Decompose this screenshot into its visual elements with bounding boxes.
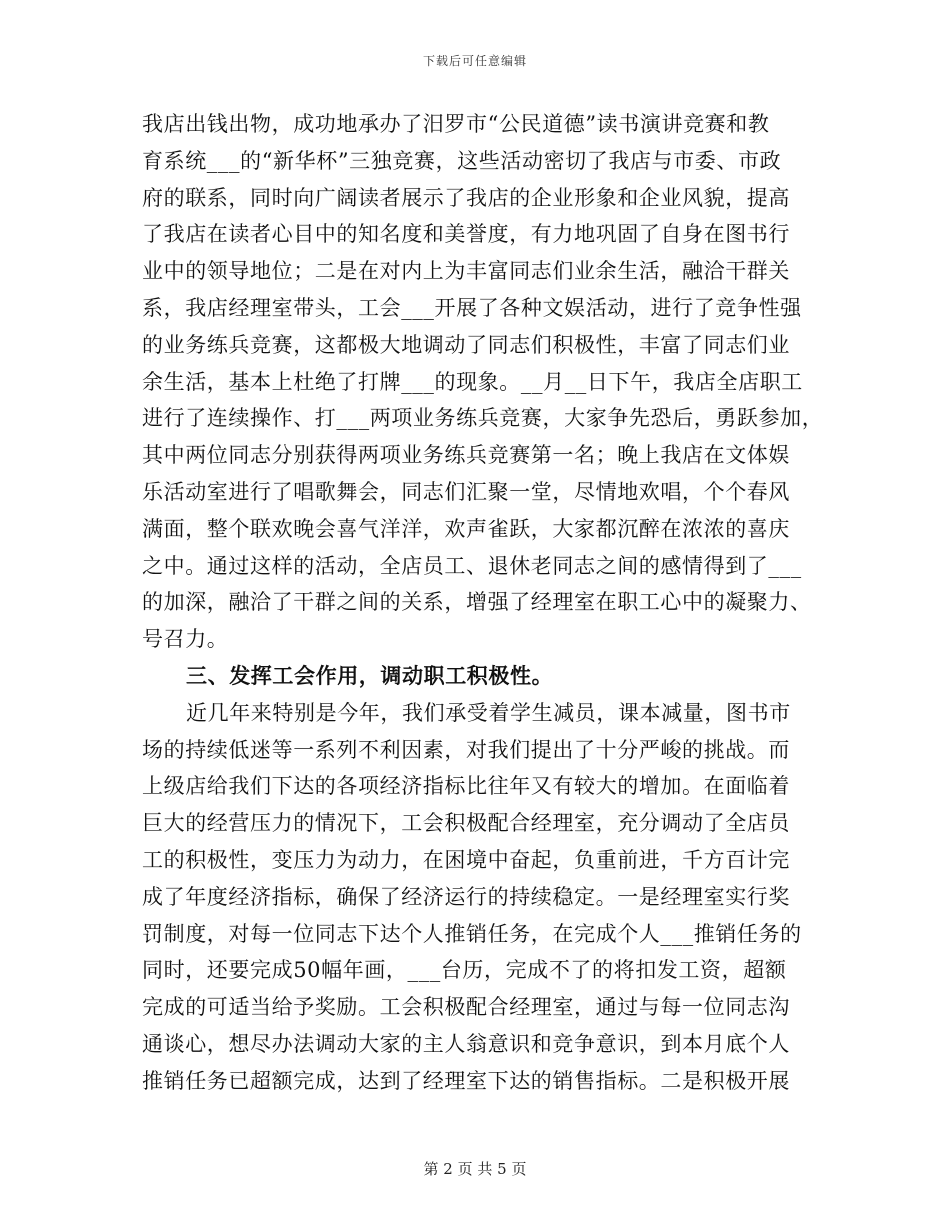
body-line: 其中两位同志分别获得两项业务练兵竞赛第一名；晚上我店在文体娱 <box>142 443 790 468</box>
section-line: 上级店给我们下达的各项经济指标比往年又有较大的增加。在面临着 <box>142 774 790 799</box>
body-line: 府的联系，同时向广阔读者展示了我店的企业形象和企业风貌，提高 <box>142 185 790 210</box>
body-line: 进行了连续操作、打___两项业务练兵竞赛，大家争先恐后，勇跃参加， <box>142 406 824 431</box>
section-line: 推销任务已超额完成，达到了经理室下达的销售指标。二是积极开展 <box>142 1068 790 1093</box>
section-line: 近几年来特别是今年，我们承受着学生减员，课本减量，图书市 <box>186 700 791 725</box>
body-line: 了我店在读者心目中的知名度和美誉度，有力地巩固了自身在图书行 <box>142 222 790 247</box>
body-line: 的加深，融洽了干群之间的关系，增强了经理室在职工心中的凝聚力、 <box>142 590 812 615</box>
document-body <box>142 106 824 1100</box>
body-line: 的业务练兵竞赛，这都极大地调动了同志们积极性，丰富了同志们业 <box>142 332 790 357</box>
body-line: 之中。通过这样的活动，全店员工、退休老同志之间的感情得到了___ <box>142 553 802 578</box>
section-line: 巨大的经营压力的情况下，工会积极配合经理室，充分调动了全店员 <box>142 811 790 836</box>
page-header: 下载后可任意编辑 <box>422 54 527 68</box>
page-footer: 第 2 页 共 5 页 <box>423 1160 527 1178</box>
body-line: 育系统___的“新华杯”三独竞赛，这些活动密切了我店与市委、市政 <box>142 148 782 173</box>
body-line: 系，我店经理室带头，工会___开展了各种文娱活动，进行了竞争性强 <box>142 295 802 320</box>
section-line: 工的积极性，变压力为动力，在困境中奋起，负重前进，千方百计完 <box>142 847 790 872</box>
section-line: 同时，还要完成50幅年画，___台历，完成不了的将扣发工资，超额 <box>142 958 787 983</box>
section-line: 成了年度经济指标，确保了经济运行的持续稳定。一是经理室实行奖 <box>142 884 790 909</box>
body-line: 余生活，基本上杜绝了打牌___的现象。__月__日下午，我店全店职工 <box>142 369 803 394</box>
body-line: 我店出钱出物，成功地承办了汨罗市“公民道德”读书演讲竞赛和教 <box>142 112 770 136</box>
section-heading: 三、发挥工会作用，调动职工积极性。 <box>186 662 554 688</box>
section-line: 场的持续低迷等一系列不利因素，对我们提出了十分严峻的挑战。而 <box>142 737 790 762</box>
section-line: 通谈心，想尽办法调动大家的主人翁意识和竞争意识，到本月底个人 <box>142 1031 790 1056</box>
section-line: 完成的可适当给予奖励。工会积极配合经理室，通过与每一位同志沟 <box>142 995 790 1020</box>
body-line: 乐活动室进行了唱歌舞会，同志们汇聚一堂，尽情地欢唱，个个春风 <box>142 479 790 504</box>
body-line: 业中的领导地位；二是在对内上为丰富同志们业余生活，融洽干群关 <box>142 259 790 284</box>
body-line: 满面，整个联欢晚会喜气洋洋，欢声雀跃，大家都沉醉在浓浓的喜庆 <box>142 516 790 541</box>
section-line: 罚制度，对每一位同志下达个人推销任务，在完成个人___推销任务的 <box>142 921 802 946</box>
body-line: 号召力。 <box>142 627 229 652</box>
